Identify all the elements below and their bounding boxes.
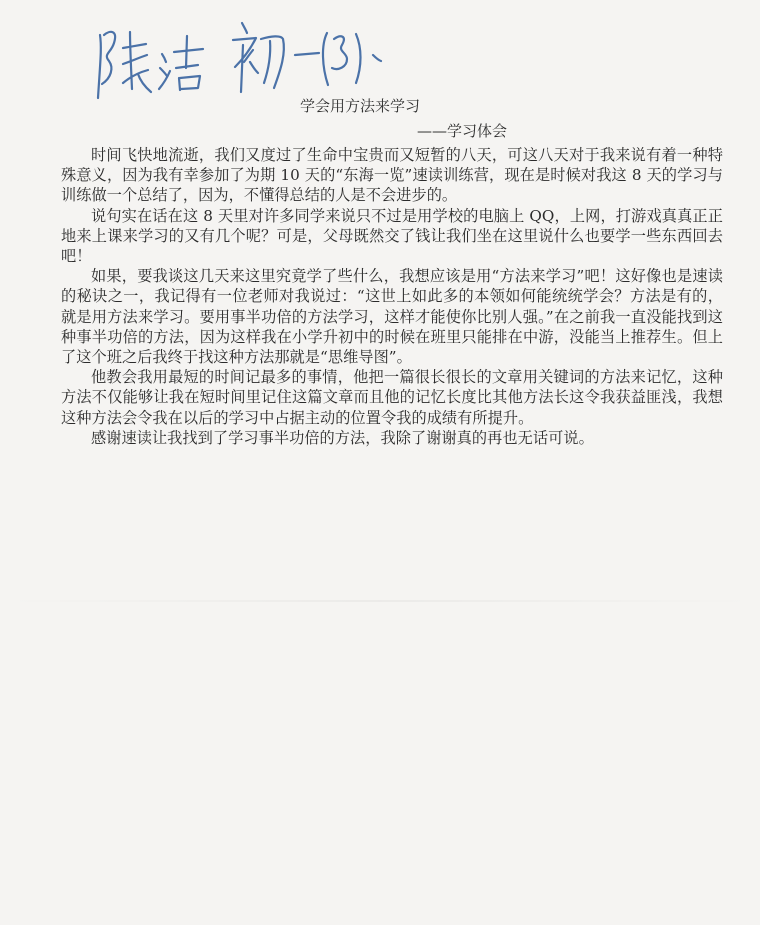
signature-drawing [90,10,420,105]
paragraph-5: 感谢速读让我找到了学习事半功倍的方法，我除了谢谢真的再也无话可说。 [91,428,594,447]
paragraph-3: 如果，要我谈这几天来这里究竟学了些什么，我想应该是用“方法来学习”吧！这好像也是速读的秘诀之一，我记得有一位老师对我说过：“这世上如此多的本领如何能统统学会？方法是有的，就是用方法来学习。要用事半功倍的方法学习，这样才能使你比别人强。”在之前我一直没能找到这种事半功倍的方法，因为这样我在小学升初中的时候在班里只能排在中游，没能当上推荐生。但上了这个班之后我终于找这种方法那就是“思维导图”。 [61,267,723,367]
paragraph-4: 他教会我用最短的时间记最多的事情，他把一篇很长很长的文章用关键词的方法来记忆，这种方法不仅能够让我在短时间里记住这篇文章而且他的记忆长度比其他方法长这令我获益匪浅，我想这种方法会令我在以后的学习中占据主动的位置令我的成绩有所提升。 [61,368,723,427]
document-subtitle: ——学习体会 [417,122,508,140]
handwritten-signature [90,10,420,105]
document-title: 学会用方法来学习 [300,97,421,115]
paper-fold-shadow [0,600,760,602]
document-body [61,145,723,448]
paragraph-2: 说句实在话在这 8 天里对许多同学来说只不过是用学校的电脑上 QQ，上网，打游戏真真正正地来上课来学习的又有几个呢？可是，父母既然交了钱让我们坐在这里说什么也要学一些东西回去吧！ [61,206,723,266]
paragraph-1: 时间飞快地流逝，我们又度过了生命中宝贵而又短暂的八天，可这八天对于我来说有着一种特殊意义，因为我有幸参加了为期 10 天的“东海一览”速读训练营，现在是时候对我这 8 天的学习与训练做一个总结了，因为，不懂得总结的人是不会进步的。 [61,146,723,205]
